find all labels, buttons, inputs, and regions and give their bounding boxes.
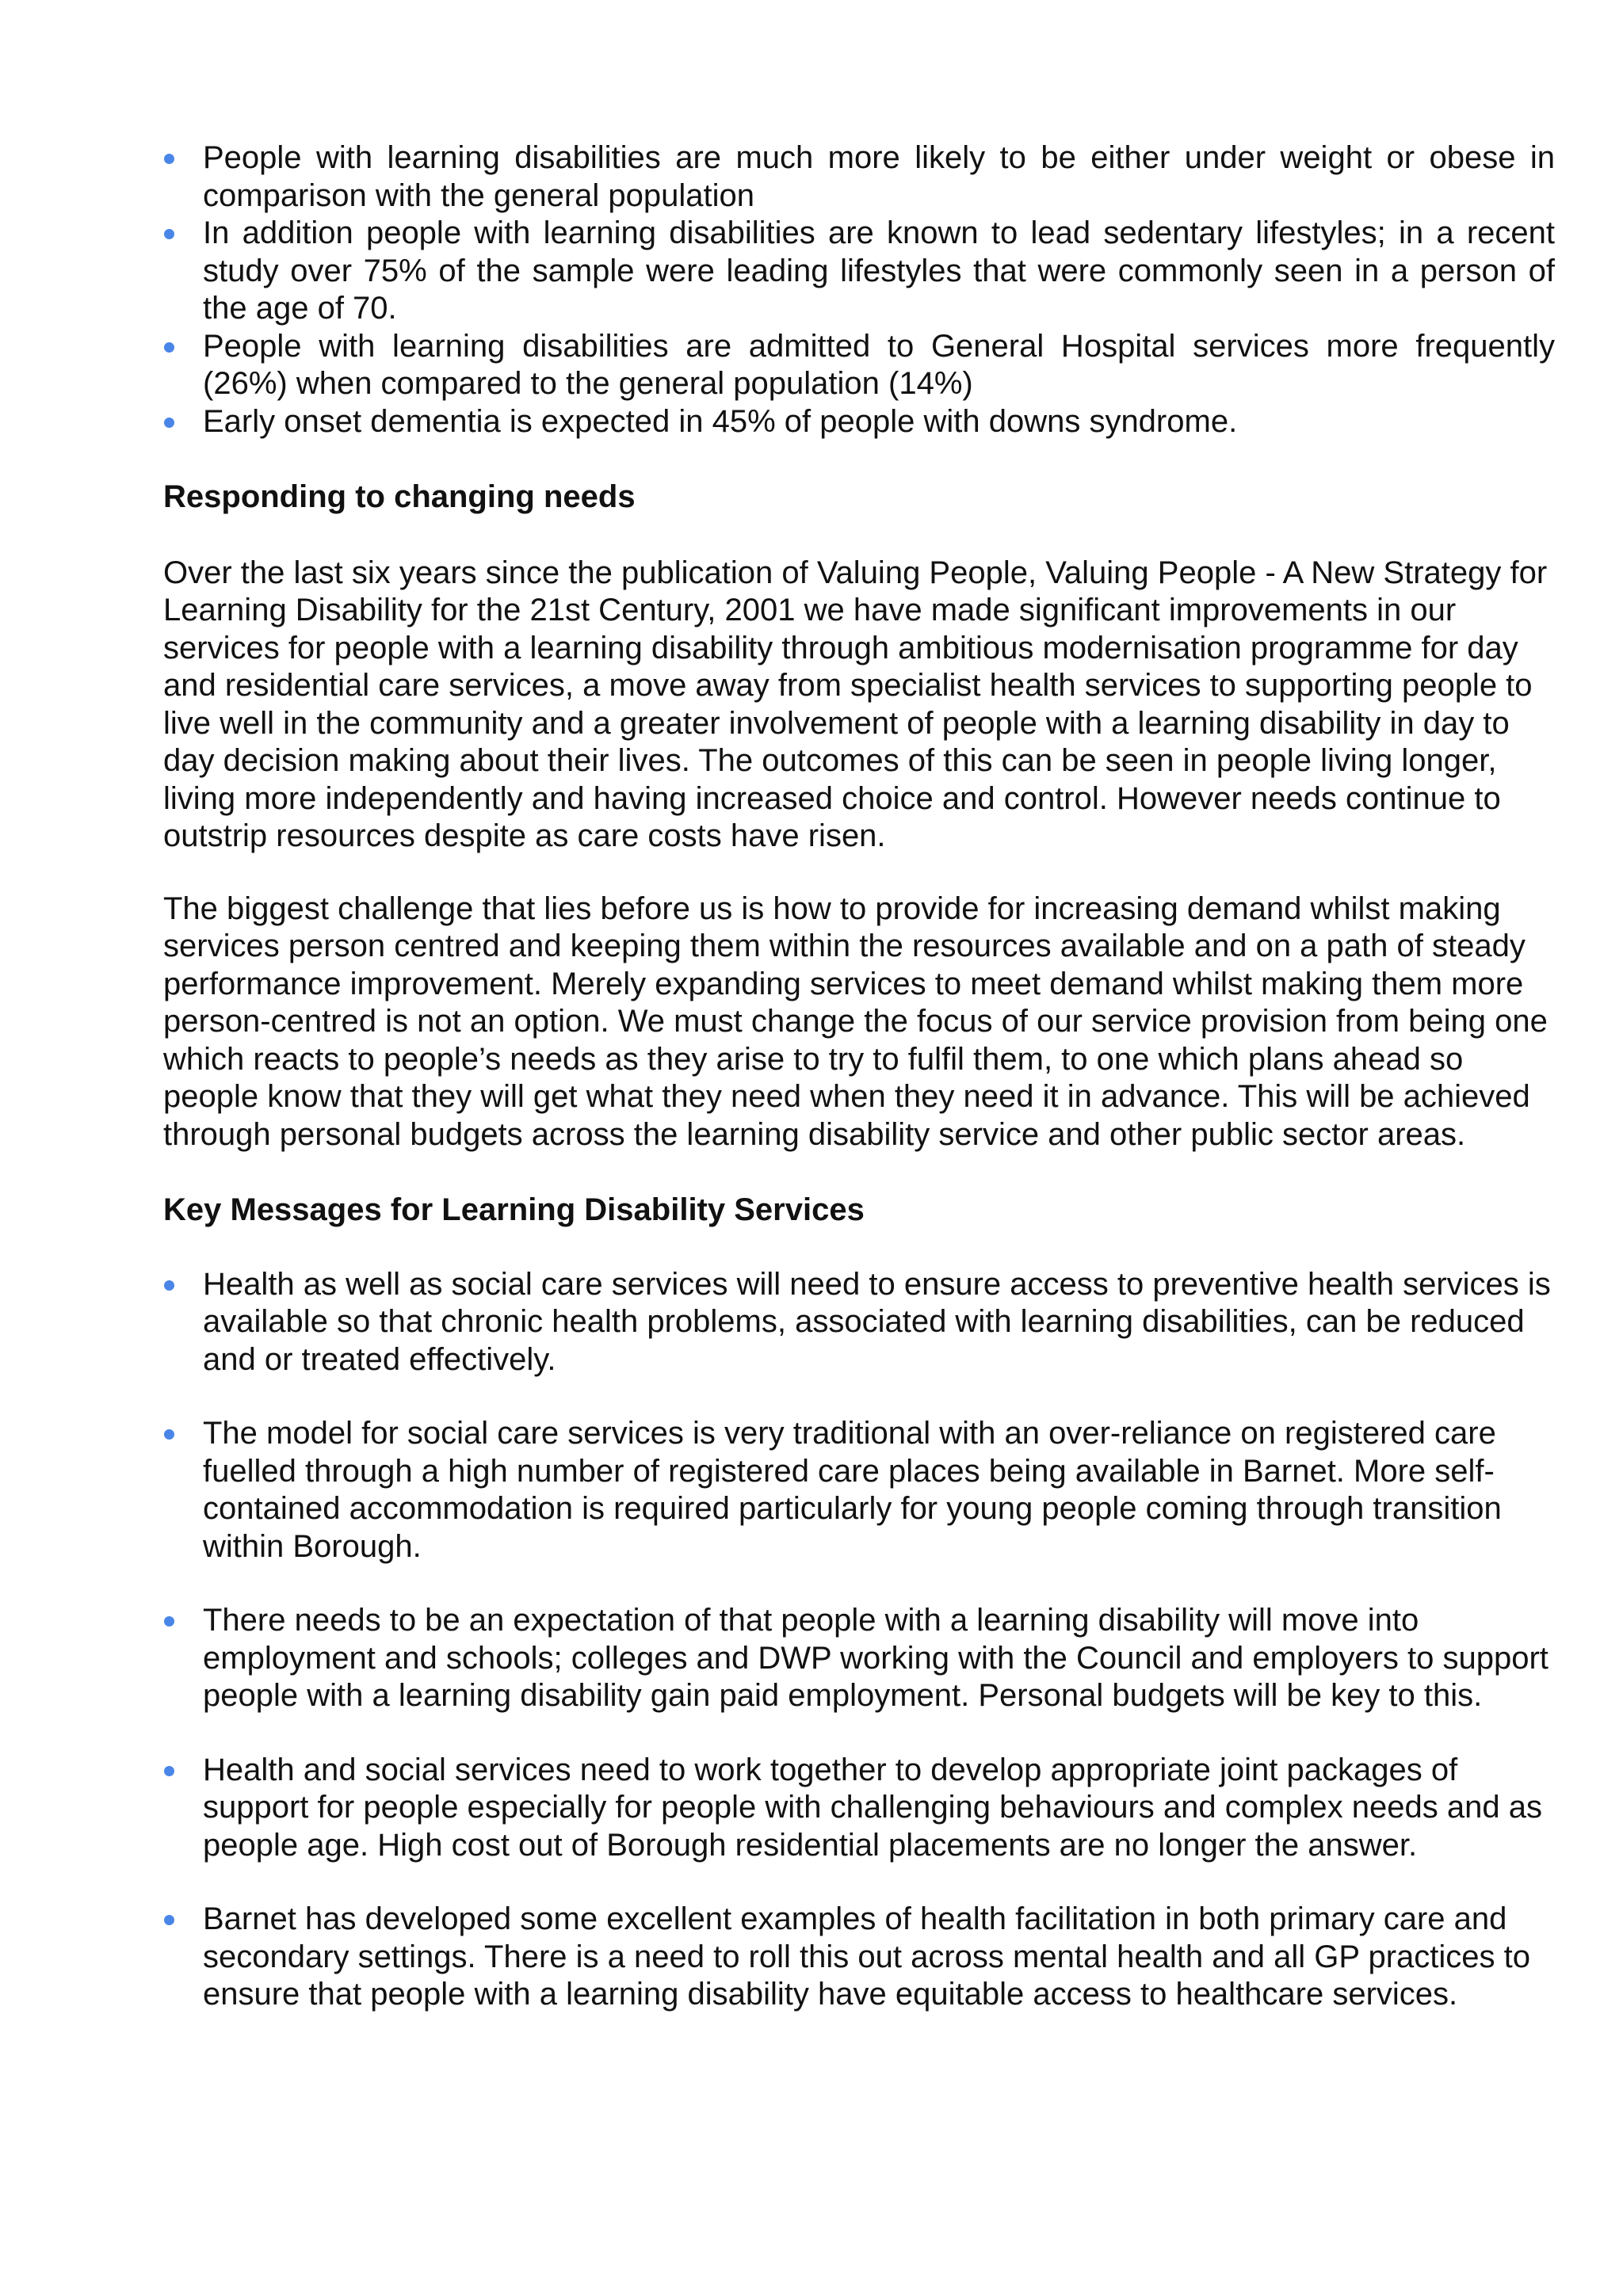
section-heading-key-messages: Key Messages for Learning Disability Services: [163, 1192, 865, 1227]
bullet-icon: [164, 154, 174, 164]
list-item: [163, 403, 1555, 441]
list-item: [163, 1602, 1555, 1715]
bullet-icon: [164, 1915, 174, 1925]
bullet-icon: [164, 229, 174, 239]
list-item-text: Barnet has developed some excellent examples of health facilitation in both primary care and secondary settings. There is a need to roll this out across mental health and all GP practices to ensure that people with a learning disability have equitable access to healthcare services.: [203, 1901, 1530, 2012]
list-item-text: There needs to be an expectation of that people with a learning disability will move into employment and schools; colleges and DWP working with the Council and employers to support people with a learning disability gain paid employment. Personal budgets will be key to this.: [203, 1603, 1549, 1713]
list-item-text: People with learning disabilities are much more likely to be either under weight or obese in comparison with the general population: [203, 140, 1555, 213]
list-item-text: In addition people with learning disabilities are known to lead sedentary lifestyles; in a recent study over 75% of the sample were leading lifestyles that were commonly seen in a person of the age of 70.: [203, 215, 1555, 326]
bullet-icon: [164, 342, 174, 353]
list-item: [163, 1901, 1555, 2014]
intro-bullet-list: [163, 139, 1555, 441]
section-heading-responding: Responding to changing needs: [163, 479, 636, 514]
list-item: [163, 1752, 1555, 1865]
list-item-text: Early onset dementia is expected in 45% of people with downs syndrome.: [203, 403, 1238, 439]
paragraph-responding-1: Over the last six years since the publication of Valuing People, Valuing People - A New Strategy for Learning Disability for the 21st Century, 2001 we have made significant improvements in our services for people with a learning disability through ambitious modernisation programme for day and residential care services, a move away from specialist health services to supporting people to live well in the community and a greater involvement of people with a learning disability in day to day decision making about their lives. The outcomes of this can be seen in people living longer, living more independently and having increased choice and control. However needs continue to outstrip resources despite as care costs have risen.: [163, 555, 1548, 853]
bullet-icon: [164, 418, 174, 428]
bullet-icon: [164, 1280, 174, 1291]
list-item: [163, 215, 1555, 328]
bullet-icon: [164, 1766, 174, 1776]
list-item-text: Health and social services need to work together to develop appropriate joint packages of support for people especially for people with challenging behaviours and complex needs and as people age. High cost out of Borough residential placements are no longer the answer.: [203, 1752, 1542, 1863]
list-item: [163, 1266, 1555, 1379]
list-item-text: The model for social care services is very traditional with an over-reliance on registered care fuelled through a high number of registered care places being available in Barnet. More self-contained accommodation is required particularly for young people coming through transition within Borough.: [203, 1416, 1502, 1564]
list-item: [163, 328, 1555, 403]
list-item-text: Health as well as social care services will need to ensure access to preventive health services is available so that chronic health problems, associated with learning disabilities, can be reduced and or treated effectively.: [203, 1266, 1551, 1377]
list-item: [163, 139, 1555, 215]
bullet-icon: [164, 1429, 174, 1440]
key-messages-bullet-list: [163, 1266, 1555, 2014]
list-item-text: People with learning disabilities are admitted to General Hospital services more frequently (26%) when compared to the general population (14%): [203, 328, 1555, 401]
list-item: [163, 1415, 1555, 1566]
bullet-icon: [164, 1616, 174, 1627]
paragraph-responding-2: The biggest challenge that lies before us is how to provide for increasing demand whilst making services person centred and keeping them within the resources available and on a path of steady performance improvement. Merely expanding services to meet demand whilst making them more person-centred is not an option. We must change the focus of our service provision from being one which reacts to people’s needs as they arise to try to fulfil them, to one which plans ahead so people know that they will get what they need when they need it in advance. This will be achieved through personal budgets across the learning disability service and other public sector areas.: [163, 891, 1548, 1152]
document-page: [163, 139, 1555, 2014]
